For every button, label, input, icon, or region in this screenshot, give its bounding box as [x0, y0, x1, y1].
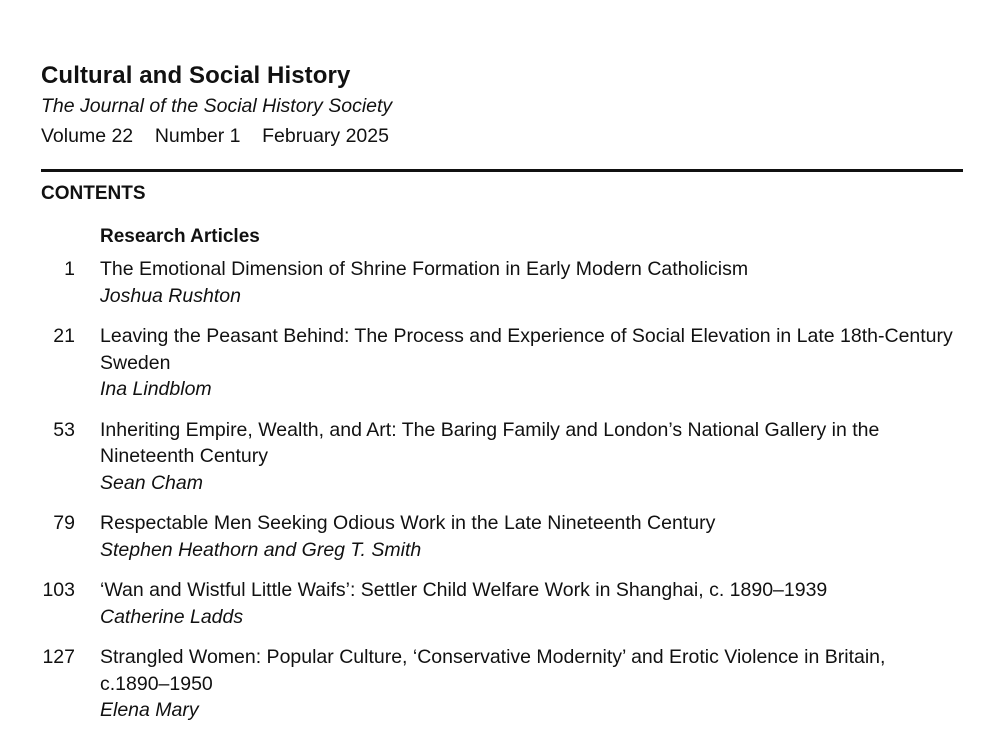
- article-author: Stephen Heathorn and Greg T. Smith: [100, 538, 422, 561]
- article-author: Ina Lindblom: [100, 378, 212, 400]
- article-title[interactable]: Inheriting Empire, Wealth, and Art: The Baring Family and London’s National Gallery in the Nineteenth Century: [100, 418, 880, 467]
- contents-heading: CONTENTS: [41, 183, 146, 204]
- page-number: 53: [53, 418, 75, 441]
- page-number: 127: [42, 646, 75, 668]
- journal-title: Cultural and Social History: [41, 62, 351, 89]
- entry-body: [100, 577, 960, 630]
- page-number: 103: [42, 579, 75, 601]
- article-title[interactable]: Leaving the Peasant Behind: The Process and Experience of Social Elevation in Late 18th-Century Sweden: [100, 325, 953, 374]
- toc-entry[interactable]: [41, 577, 963, 630]
- journal-header: [41, 60, 963, 152]
- entry-body: [100, 510, 960, 563]
- issue-volume: Volume 22: [41, 125, 134, 147]
- article-author: Catherine Ladds: [100, 605, 244, 628]
- page-number: 79: [53, 512, 75, 534]
- toc-entry[interactable]: [41, 510, 963, 563]
- issue-number: Number 1: [154, 125, 241, 147]
- toc-entry[interactable]: [41, 256, 963, 309]
- article-author: Elena Mary: [100, 699, 199, 721]
- entry-body: [100, 644, 960, 724]
- page-number: 21: [53, 325, 75, 347]
- toc-entry[interactable]: [41, 323, 963, 403]
- article-title[interactable]: The Emotional Dimension of Shrine Formation in Early Modern Catholicism: [100, 258, 749, 280]
- article-title[interactable]: ‘Wan and Wistful Little Waifs’: Settler Child Welfare Work in Shanghai, c. 1890–1939: [100, 579, 828, 601]
- entry-body: [100, 417, 960, 497]
- page-number: 1: [64, 258, 75, 280]
- toc-entry[interactable]: [41, 417, 963, 497]
- entry-body: [100, 256, 960, 309]
- header-divider: [41, 169, 963, 172]
- article-title[interactable]: Respectable Men Seeking Odious Work in the Late Nineteenth Century: [100, 512, 716, 534]
- issue-info: [41, 120, 963, 152]
- section-heading: Research Articles: [100, 226, 260, 247]
- article-title[interactable]: Strangled Women: Popular Culture, ‘Conservative Modernity’ and Erotic Violence in Britain, c.1890–1950: [100, 646, 886, 695]
- article-author: Sean Cham: [100, 471, 203, 494]
- table-of-contents: [41, 223, 963, 738]
- article-author: Joshua Rushton: [100, 284, 241, 307]
- toc-entry[interactable]: [41, 644, 963, 724]
- entry-body: [100, 323, 960, 403]
- issue-date: February 2025: [262, 125, 389, 147]
- journal-subtitle: The Journal of the Social History Society: [41, 95, 393, 117]
